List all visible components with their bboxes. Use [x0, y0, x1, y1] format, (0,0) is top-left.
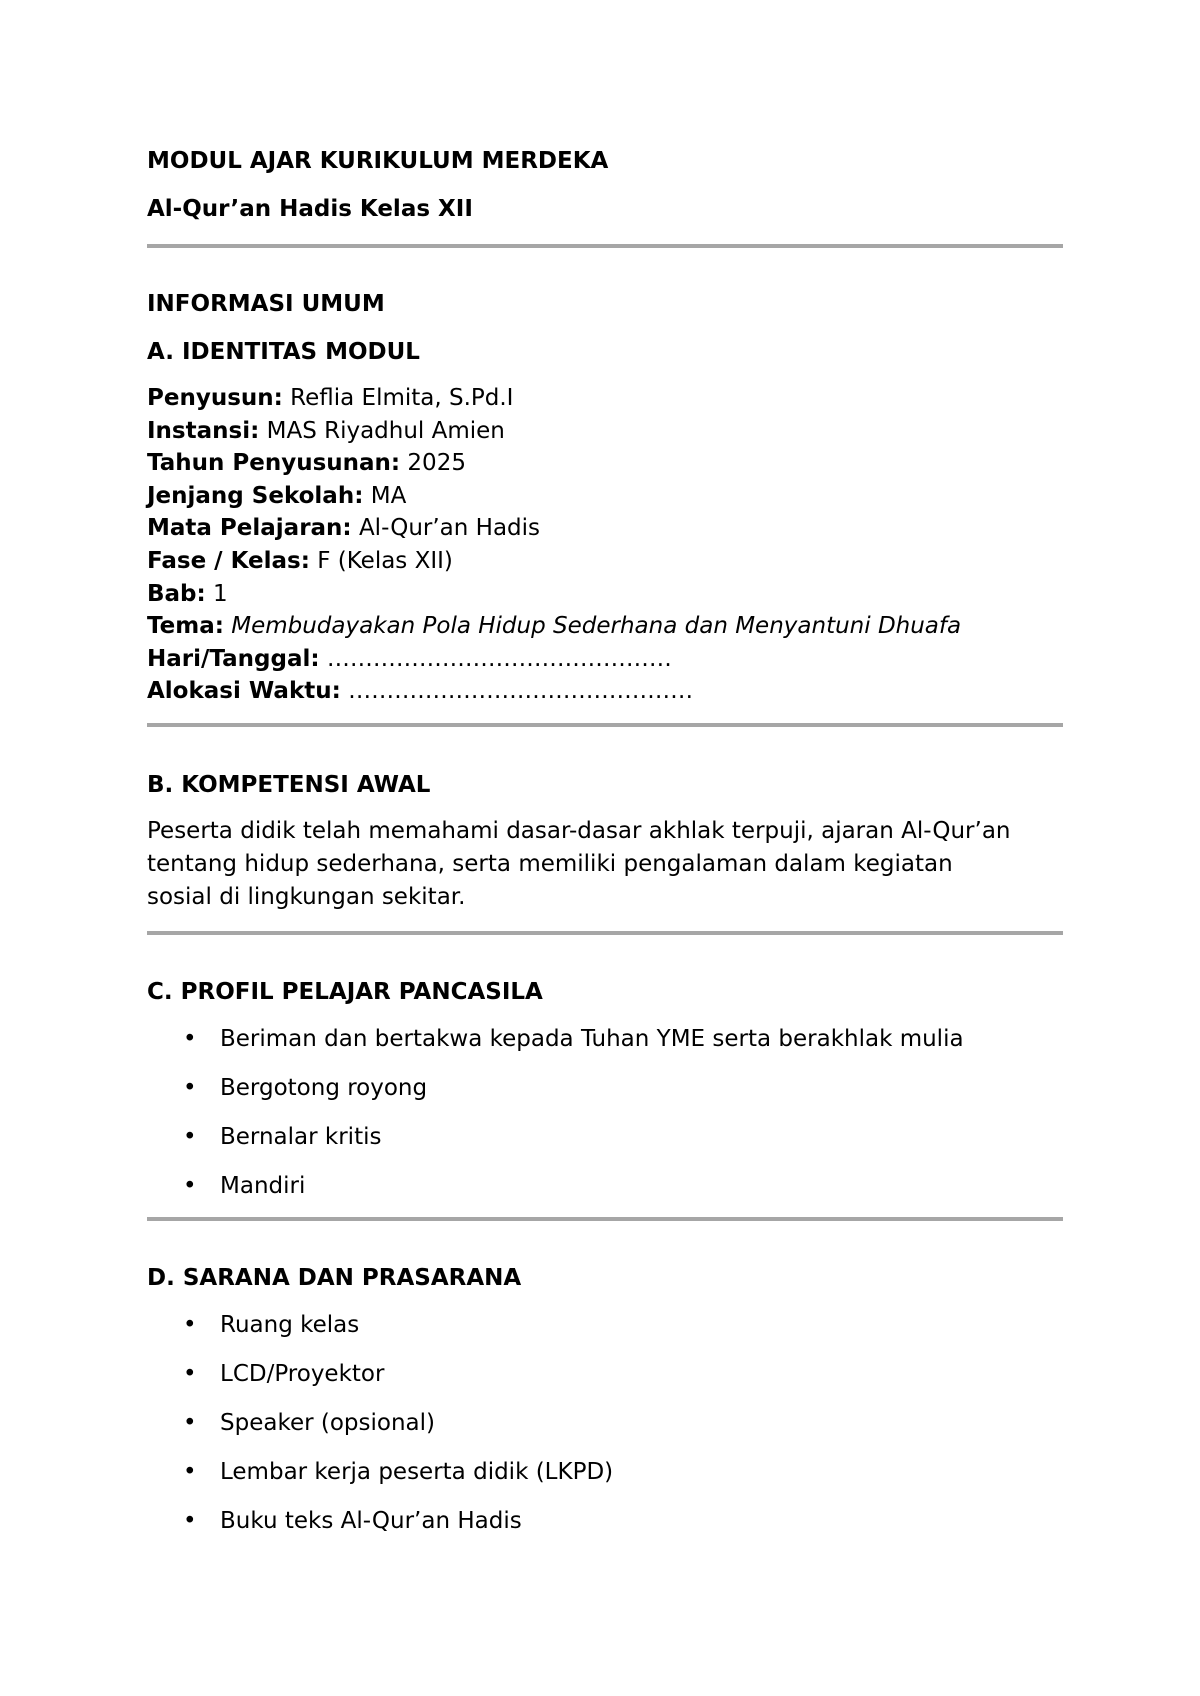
- field-tahun-penyusunan: [147, 447, 1063, 480]
- bullet-icon: •: [183, 1360, 197, 1387]
- list-item: [147, 1072, 1063, 1104]
- field-jenjang-sekolah: [147, 480, 1063, 513]
- sarana-prasarana-list: [147, 1309, 1063, 1537]
- field-hari-tanggal: [147, 643, 1063, 676]
- field-label: Tema:: [147, 613, 224, 640]
- field-bab: [147, 578, 1063, 611]
- heading-informasi-umum: INFORMASI UMUM: [147, 291, 385, 317]
- bullet-icon: •: [183, 1311, 197, 1338]
- field-value: ………………………………………: [348, 678, 694, 705]
- field-label: Tahun Penyusunan:: [147, 450, 401, 477]
- document-title: MODUL AJAR KURIKULUM MERDEKA: [147, 148, 609, 174]
- field-value: Al-Qur’an Hadis: [358, 515, 541, 542]
- heading-profil-pelajar-pancasila: C. PROFIL PELAJAR PANCASILA: [147, 978, 543, 1005]
- list-item-text: Buku teks Al-Qur’an Hadis: [220, 1507, 522, 1534]
- field-value: F (Kelas XII): [317, 547, 453, 574]
- list-item-text: Bergotong royong: [220, 1074, 428, 1101]
- list-item: [147, 1505, 1063, 1537]
- divider: [147, 1217, 1063, 1221]
- bullet-icon: •: [183, 1507, 197, 1534]
- kompetensi-awal-paragraph: [147, 815, 1063, 914]
- list-item-text: Lembar kerja peserta didik (LKPD): [220, 1458, 614, 1485]
- document-content: [147, 143, 1063, 1537]
- heading-kompetensi-awal: B. KOMPETENSI AWAL: [147, 771, 431, 798]
- field-label: Fase / Kelas:: [147, 547, 310, 574]
- field-value: ………………………………………: [326, 645, 672, 672]
- paragraph-line: tentang hidup sederhana, serta memiliki pengalaman dalam kegiatan: [147, 850, 953, 877]
- list-item: [147, 1121, 1063, 1153]
- field-value: MAS Riyadhul Amien: [266, 417, 505, 444]
- field-label: Mata Pelajaran:: [147, 515, 352, 542]
- field-label: Penyusun:: [147, 385, 283, 411]
- divider: [147, 931, 1063, 935]
- heading-identitas-modul: A. IDENTITAS MODUL: [147, 339, 420, 365]
- field-tema: [147, 610, 1063, 643]
- list-item-text: Bernalar kritis: [220, 1123, 382, 1150]
- field-label: Hari/Tanggal:: [147, 645, 320, 672]
- list-item-text: Ruang kelas: [220, 1311, 360, 1338]
- field-fase-kelas: [147, 545, 1063, 578]
- bullet-icon: •: [183, 1458, 197, 1485]
- identity-fields: [147, 382, 1063, 708]
- field-instansi: [147, 415, 1063, 448]
- field-value: 1: [213, 580, 228, 607]
- field-value: 2025: [407, 450, 466, 477]
- bullet-icon: •: [183, 1123, 197, 1150]
- list-item-text: Mandiri: [220, 1172, 306, 1199]
- bullet-icon: •: [183, 1172, 197, 1199]
- field-penyusun: [147, 382, 1063, 415]
- divider: [147, 244, 1063, 248]
- list-item-text: LCD/Proyektor: [220, 1360, 385, 1387]
- list-item: [147, 1309, 1063, 1341]
- bullet-icon: •: [183, 1074, 197, 1101]
- list-item: [147, 1170, 1063, 1202]
- list-item: [147, 1456, 1063, 1488]
- list-item-text: Speaker (opsional): [220, 1409, 435, 1436]
- field-value: MA: [370, 482, 407, 509]
- list-item-text: Beriman dan bertakwa kepada Tuhan YME serta berakhlak mulia: [220, 1025, 964, 1052]
- document-subtitle: Al-Qur’an Hadis Kelas XII: [147, 196, 473, 222]
- divider: [147, 723, 1063, 727]
- profil-pelajar-list: [147, 1023, 1063, 1202]
- list-item: [147, 1407, 1063, 1439]
- field-label: Jenjang Sekolah:: [147, 482, 364, 509]
- bullet-icon: •: [183, 1025, 197, 1052]
- paragraph-line: Peserta didik telah memahami dasar-dasar akhlak terpuji, ajaran Al-Qur’an: [147, 817, 1011, 844]
- field-label: Alokasi Waktu:: [147, 678, 341, 705]
- field-alokasi-waktu: [147, 675, 1063, 708]
- field-value: Membudayakan Pola Hidup Sederhana dan Menyantuni Dhuafa: [231, 613, 962, 640]
- paragraph-line: sosial di lingkungan sekitar.: [147, 883, 466, 910]
- field-label: Bab:: [147, 580, 206, 607]
- heading-sarana-prasarana: D. SARANA DAN PRASARANA: [147, 1264, 522, 1291]
- field-label: Instansi:: [147, 417, 260, 444]
- list-item: [147, 1023, 1063, 1055]
- list-item: [147, 1358, 1063, 1390]
- field-value: Reflia Elmita, S.Pd.I: [290, 385, 514, 411]
- bullet-icon: •: [183, 1409, 197, 1436]
- field-mata-pelajaran: [147, 512, 1063, 545]
